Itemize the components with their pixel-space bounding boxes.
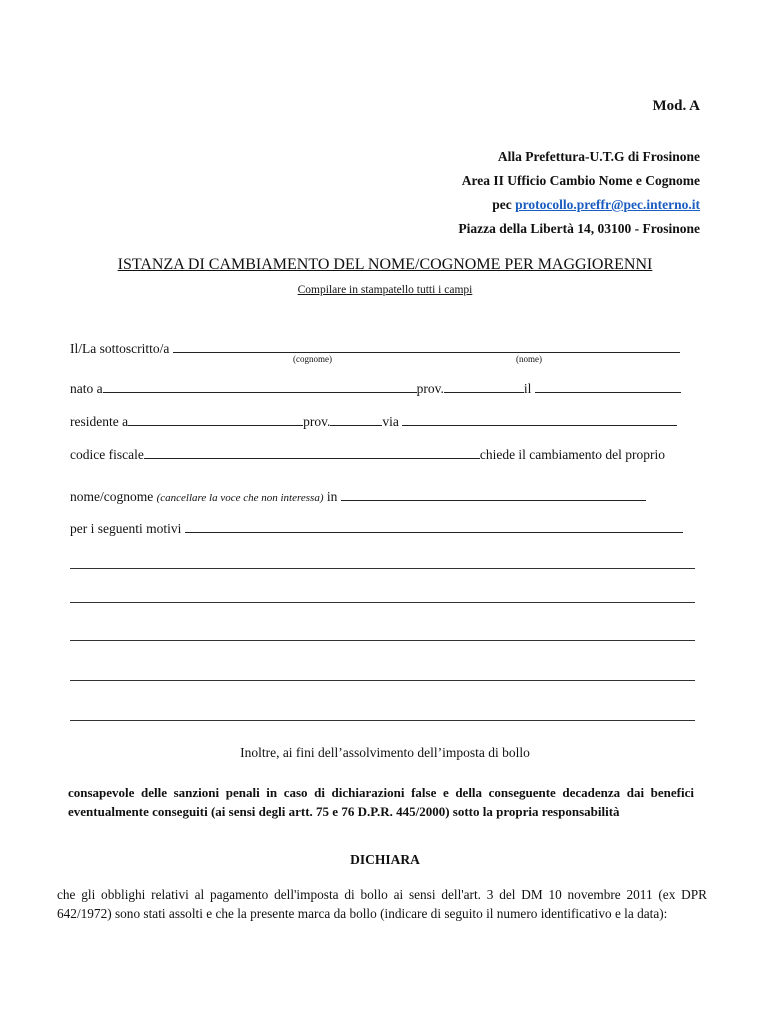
motivi-row [70,518,683,537]
sottoscritto-row [70,338,680,357]
codice-fiscale-row [70,444,665,463]
motivi-line-2[interactable] [70,601,695,603]
motivi-line-5[interactable] [70,719,695,721]
nato-prov-field[interactable] [444,378,524,393]
page-title: ISTANZA DI CAMBIAMENTO DEL NOME/COGNOME PER MAGGIORENNI [117,256,653,273]
via-label: via [382,414,399,429]
consapevole-block [68,783,694,821]
motivi-line-1[interactable] [70,567,695,569]
nato-row [70,378,681,397]
motivi-label: per i seguenti motivi [70,521,182,536]
nuovo-nome-field[interactable] [341,486,646,501]
address-line: Piazza della Libertà 14, 03100 - Frosinone [458,221,700,236]
obblighi-block [57,885,707,923]
cancellare-hint: (cancellare la voce che non interessa) [156,492,324,504]
addressee-office: Area II Ufficio Cambio Nome e Cognome [461,173,700,188]
consapevole-text: consapevole delle sanzioni penali in caso di dichiarazioni false e della conseguente decadenza dai benefici eventualmente conseguiti (ai sensi degli artt. 75 e 76 D.P.R. 445/2000) sotto la propria responsabilità [68,785,694,819]
inoltre-text: Inoltre, ai fini dell’assolvimento dell’imposta di bollo [240,745,530,760]
nato-field[interactable] [103,378,417,393]
nome-hint: (nome) [516,354,542,364]
via-field[interactable] [402,411,677,426]
addressee-prefettura: Alla Prefettura-U.T.G di Frosinone [497,149,700,164]
residente-prov-field[interactable] [330,411,382,426]
nato-label: nato a [70,381,103,396]
dichiara-heading: DICHIARA [350,852,420,867]
residente-field[interactable] [128,411,303,426]
model-label: Mod. A [652,98,700,114]
il-label: il [523,381,532,396]
obblighi-text: che gli obblighi relativi al pagamento dell'imposta di bollo ai sensi dell'art. 3 del DM 10 novembre 2011 (ex DPR 642/1972) sono stati assolti e che la presente marca da bollo (indicare di seguito il numero identificativo e la data): [57,887,707,921]
nome-cognome-row [70,486,646,505]
motivi-field[interactable] [185,518,683,533]
page-subtitle: Compilare in stampatello tutti i campi [297,284,473,296]
motivi-line-3[interactable] [70,639,695,641]
pec-email-link[interactable]: protocollo.preffr@pec.interno.it [515,197,700,212]
residente-label: residente a [70,414,129,429]
nome-cognome-label: nome/cognome [70,489,154,504]
cognome-hint: (cognome) [293,354,332,364]
codice-fiscale-label: codice fiscale [70,447,144,462]
residente-prov-label: prov. [303,414,331,429]
pec-line [492,197,700,213]
in-label: in [326,489,338,504]
data-nascita-field[interactable] [535,378,681,393]
residente-row [70,411,677,430]
pec-label: pec [492,197,512,212]
sottoscritto-field[interactable] [173,338,680,353]
codice-fiscale-field[interactable] [144,444,480,459]
chiede-text: chiede il cambiamento del proprio [479,447,666,462]
sottoscritto-label: Il/La sottoscritto/a [70,341,170,356]
prov-label: prov. [416,381,444,396]
motivi-line-4[interactable] [70,679,695,681]
